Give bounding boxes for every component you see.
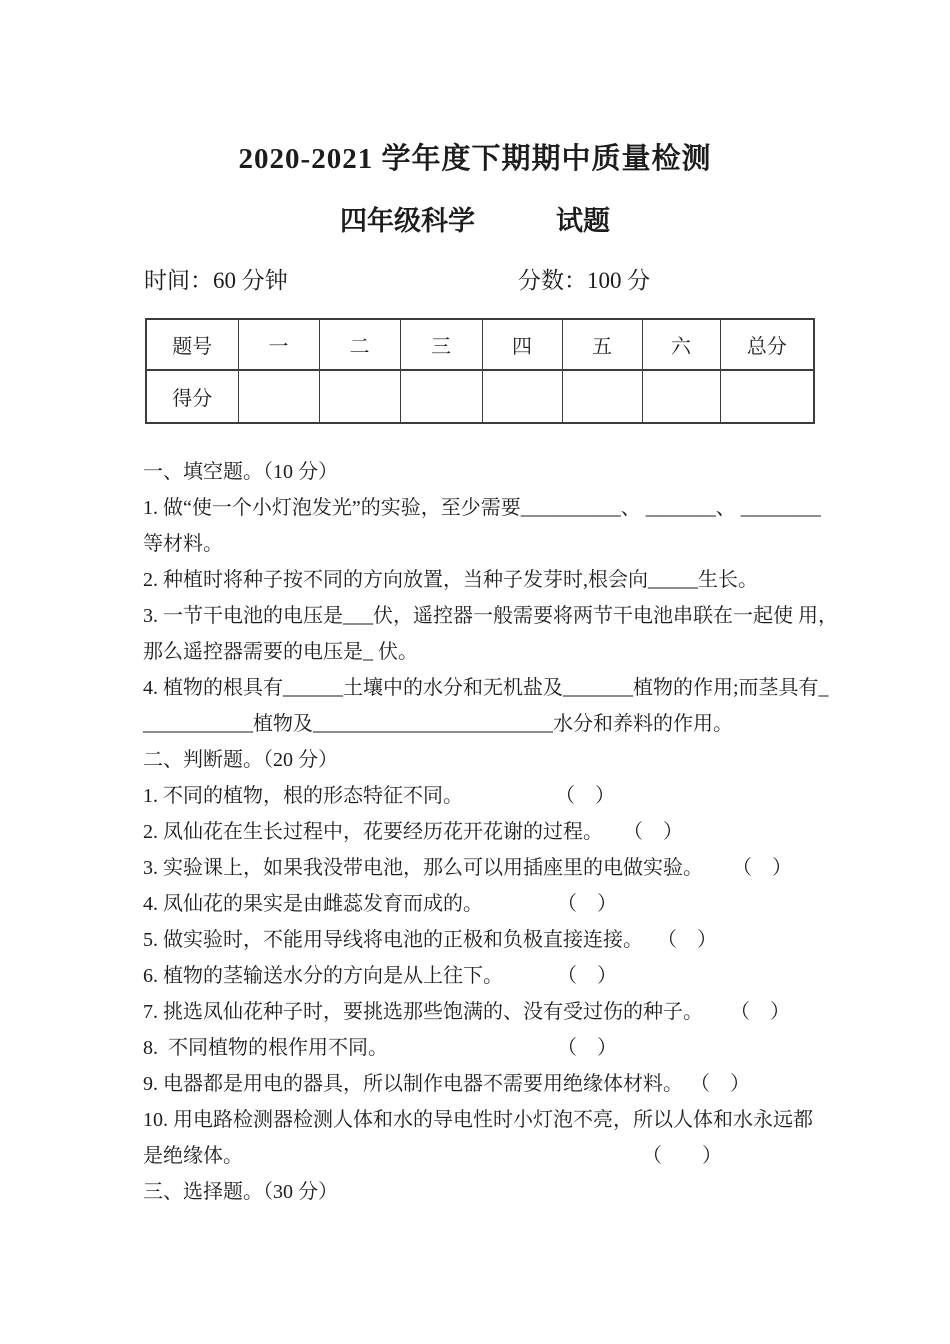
section-heading	[143, 1174, 843, 1210]
question-text: 等材料。	[143, 533, 223, 555]
question-text: 5. 做实验时，不能用导线将电池的正极和负极直接连接。	[143, 929, 643, 951]
answer-bracket: （ ）	[623, 821, 683, 843]
answer-bracket: （ ）	[730, 1001, 790, 1023]
question-line	[143, 994, 843, 1030]
question-line	[143, 1138, 843, 1174]
answer-bracket: （ ）	[642, 1145, 722, 1167]
score-table-header-cell: 五	[562, 319, 642, 370]
question-text: 8. 不同植物的根作用不同。	[143, 1037, 388, 1059]
time-info: 时间：60 分钟	[144, 268, 288, 293]
answer-bracket: （ ）	[690, 1073, 750, 1095]
score-cell-empty	[482, 370, 562, 423]
question-text: 10. 用电路检测器检测人体和水的导电性时小灯泡不亮，所以人体和水永远都	[143, 1109, 813, 1131]
question-line	[143, 958, 843, 994]
question-line	[143, 850, 843, 886]
section-heading-text: 二、判断题。（20 分）	[143, 749, 338, 771]
score-info: 分数：100 分	[518, 268, 651, 293]
question-text: 1. 不同的植物，根的形态特征不同。	[143, 785, 463, 807]
question-text: ___________植物及________________________水分和养料的作用。	[143, 713, 733, 735]
question-text: 1. 做“使一个小灯泡发光”的实验，至少需要__________、 _______、 ________	[143, 497, 821, 519]
section-heading	[143, 742, 843, 778]
question-text: 3. 一节干电池的电压是___伏，遥控器一般需要将两节干电池串联在一起使 用，	[143, 605, 838, 627]
question-text: 3. 实验课上，如果我没带电池，那么可以用插座里的电做实验。	[143, 857, 703, 879]
question-text: 2. 凤仙花在生长过程中，花要经历花开花谢的过程。	[143, 821, 603, 843]
question-text: 4. 凤仙花的果实是由雌蕊发育而成的。	[143, 893, 483, 915]
question-text: 6. 植物的茎输送水分的方向是从上往下。	[143, 965, 503, 987]
score-cell-empty	[720, 370, 814, 423]
question-line	[143, 922, 843, 958]
question-text: 4. 植物的根具有______土壤中的水分和无机盐及_______植物的作用;而茎具有_	[143, 677, 829, 699]
question-line	[143, 670, 843, 706]
answer-bracket: （ ）	[657, 929, 717, 951]
score-row-label-cell: 得分	[146, 370, 238, 423]
section-heading-text: 三、选择题。（30 分）	[143, 1181, 338, 1203]
question-line	[143, 634, 843, 670]
question-text: 2. 种植时将种子按不同的方向放置，当种子发芽时,根会向_____生长。	[143, 569, 758, 591]
exam-title: 2020-2021 学年度下期期中质量检测	[238, 143, 712, 175]
question-text: 7. 挑选凤仙花种子时，要挑选那些饱满的、没有受过伤的种子。	[143, 1001, 703, 1023]
score-table-header-cell: 题号	[146, 319, 238, 370]
score-table-header-row	[146, 319, 814, 370]
score-cell-empty	[319, 370, 400, 423]
question-text: 那么遥控器需要的电压是_ 伏。	[143, 641, 418, 663]
question-line	[143, 1102, 843, 1138]
score-table	[145, 318, 815, 424]
answer-bracket: （ ）	[557, 893, 617, 915]
score-table-header-cell: 一	[238, 319, 319, 370]
question-text: 9. 电器都是用电的器具，所以制作电器不需要用绝缘体材料。	[143, 1073, 683, 1095]
question-line	[143, 598, 843, 634]
question-line	[143, 886, 843, 922]
question-line	[143, 1066, 843, 1102]
question-line	[143, 490, 843, 526]
answer-bracket: （ ）	[557, 965, 617, 987]
question-line	[143, 1030, 843, 1066]
score-table-header-cell: 四	[482, 319, 562, 370]
exam-subtitle: 四年级科学 试题	[340, 206, 610, 236]
section-heading-text: 一、填空题。（10 分）	[143, 461, 338, 483]
score-cell-empty	[642, 370, 720, 423]
section-heading	[143, 454, 843, 490]
score-cell-empty	[562, 370, 642, 423]
question-line	[143, 562, 843, 598]
score-table-header-cell: 三	[400, 319, 482, 370]
question-text: 是绝缘体。	[143, 1145, 243, 1167]
score-cell-empty	[238, 370, 319, 423]
question-line	[143, 706, 843, 742]
answer-bracket: （ ）	[732, 857, 792, 879]
score-table-score-row	[146, 370, 814, 423]
score-table-header-cell: 六	[642, 319, 720, 370]
exam-info-row	[0, 265, 950, 297]
exam-body	[143, 454, 843, 1210]
question-line	[143, 526, 843, 562]
question-line	[143, 814, 843, 850]
score-cell-empty	[400, 370, 482, 423]
answer-bracket: （ ）	[557, 1037, 617, 1059]
score-table-header-cell: 二	[319, 319, 400, 370]
answer-bracket: （ ）	[555, 785, 615, 807]
score-table-header-cell: 总分	[720, 319, 814, 370]
question-line	[143, 778, 843, 814]
